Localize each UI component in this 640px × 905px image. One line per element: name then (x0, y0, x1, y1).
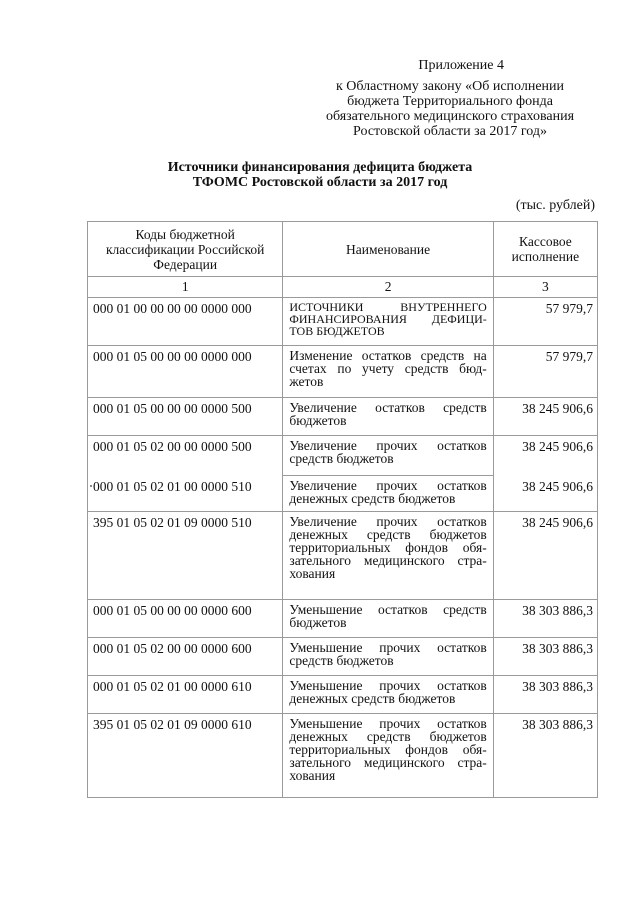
row-code: 000 01 05 02 01 00 0000 510 (88, 476, 283, 512)
table-row (88, 600, 598, 638)
row-code: 000 01 00 00 00 00 0000 000 (88, 298, 283, 346)
units-label: (тыс. рублей) (515, 198, 595, 213)
table-row (88, 714, 598, 798)
row-code: 395 01 05 02 01 09 0000 610 (88, 714, 283, 798)
row-amount: 38 245 906,6 (493, 398, 597, 436)
table-row (88, 346, 598, 398)
annex-line: Ростовской области за 2017 год» (353, 124, 547, 139)
column-number-row (88, 277, 598, 298)
row-amount: 38 303 886,3 (493, 638, 597, 676)
title-line-2: ТФОМС Ростовской области за 2017 год (192, 175, 448, 190)
table-row (88, 398, 598, 436)
row-amount: 38 303 886,3 (493, 714, 597, 798)
row-amount: 38 245 906,6 (493, 436, 597, 476)
row-name: Увеличение прочих остатков денежных средств бюджетов территориальных фондов обя-зательного медицинского стра-хования (283, 512, 493, 600)
row-amount: 38 245 906,6 (493, 512, 597, 600)
row-code: 000 01 05 00 00 00 0000 600 (88, 600, 283, 638)
row-code: 000 01 05 02 00 00 0000 600 (88, 638, 283, 676)
row-amount: 38 303 886,3 (493, 600, 597, 638)
document-title (60, 160, 580, 190)
row-code: 000 01 05 02 00 00 0000 500 (88, 436, 283, 476)
row-amount: 38 245 906,6 (493, 476, 597, 512)
annex-header (300, 58, 600, 139)
row-name: Увеличение прочих остатков средств бюджетов (283, 436, 493, 476)
annex-number: Приложение 4 (418, 58, 504, 73)
header-name: Наименование (283, 222, 493, 277)
table-row (88, 676, 598, 714)
row-amount: 38 303 886,3 (493, 676, 597, 714)
annex-line: к Областному закону «Об исполнении (335, 79, 565, 94)
title-line-1: Источники финансирования дефицита бюджета (167, 160, 473, 175)
row-amount: 57 979,7 (493, 346, 597, 398)
financing-sources-table (87, 221, 598, 798)
row-name: ИСТОЧНИКИ ВНУТРЕННЕГО ФИНАНСИРОВАНИЯ ДЕФИЦИ-ТОВ БЮДЖЕТОВ (283, 298, 493, 346)
table-header-row (88, 222, 598, 277)
column-number: 1 (88, 277, 283, 298)
header-codes: Коды бюджетной классификации Российской Федерации (88, 222, 283, 277)
row-name: Уменьшение остатков средств бюджетов (283, 600, 493, 638)
row-code: 000 01 05 02 01 00 0000 610 (88, 676, 283, 714)
row-name: Увеличение остатков средств бюджетов (283, 398, 493, 436)
table-row (88, 512, 598, 600)
row-name: Уменьшение прочих остатков средств бюджетов (283, 638, 493, 676)
row-name: Уменьшение прочих остатков денежных средств бюджетов территориальных фондов обя-зательного медицинского стра-хования (283, 714, 493, 798)
row-name: Изменение остатков средств на счетах по учету средств бюд-жетов (283, 346, 493, 398)
row-name: Увеличение прочих остатков денежных средств бюджетов (283, 476, 493, 512)
row-amount: 57 979,7 (493, 298, 597, 346)
table-row (88, 436, 598, 476)
table-row (88, 298, 598, 346)
header-amount: Кассовое исполнение (493, 222, 597, 277)
row-name: Уменьшение прочих остатков денежных средств бюджетов (283, 676, 493, 714)
table-row (88, 638, 598, 676)
annex-line: бюджета Территориального фонда (347, 94, 553, 109)
column-number: 2 (283, 277, 493, 298)
row-code: 000 01 05 00 00 00 0000 000 (88, 346, 283, 398)
column-number: 3 (493, 277, 597, 298)
row-code: 395 01 05 02 01 09 0000 510 (88, 512, 283, 600)
row-code: 000 01 05 00 00 00 0000 500 (88, 398, 283, 436)
table-row (88, 476, 598, 512)
annex-line: обязательного медицинского страхования (325, 109, 575, 124)
